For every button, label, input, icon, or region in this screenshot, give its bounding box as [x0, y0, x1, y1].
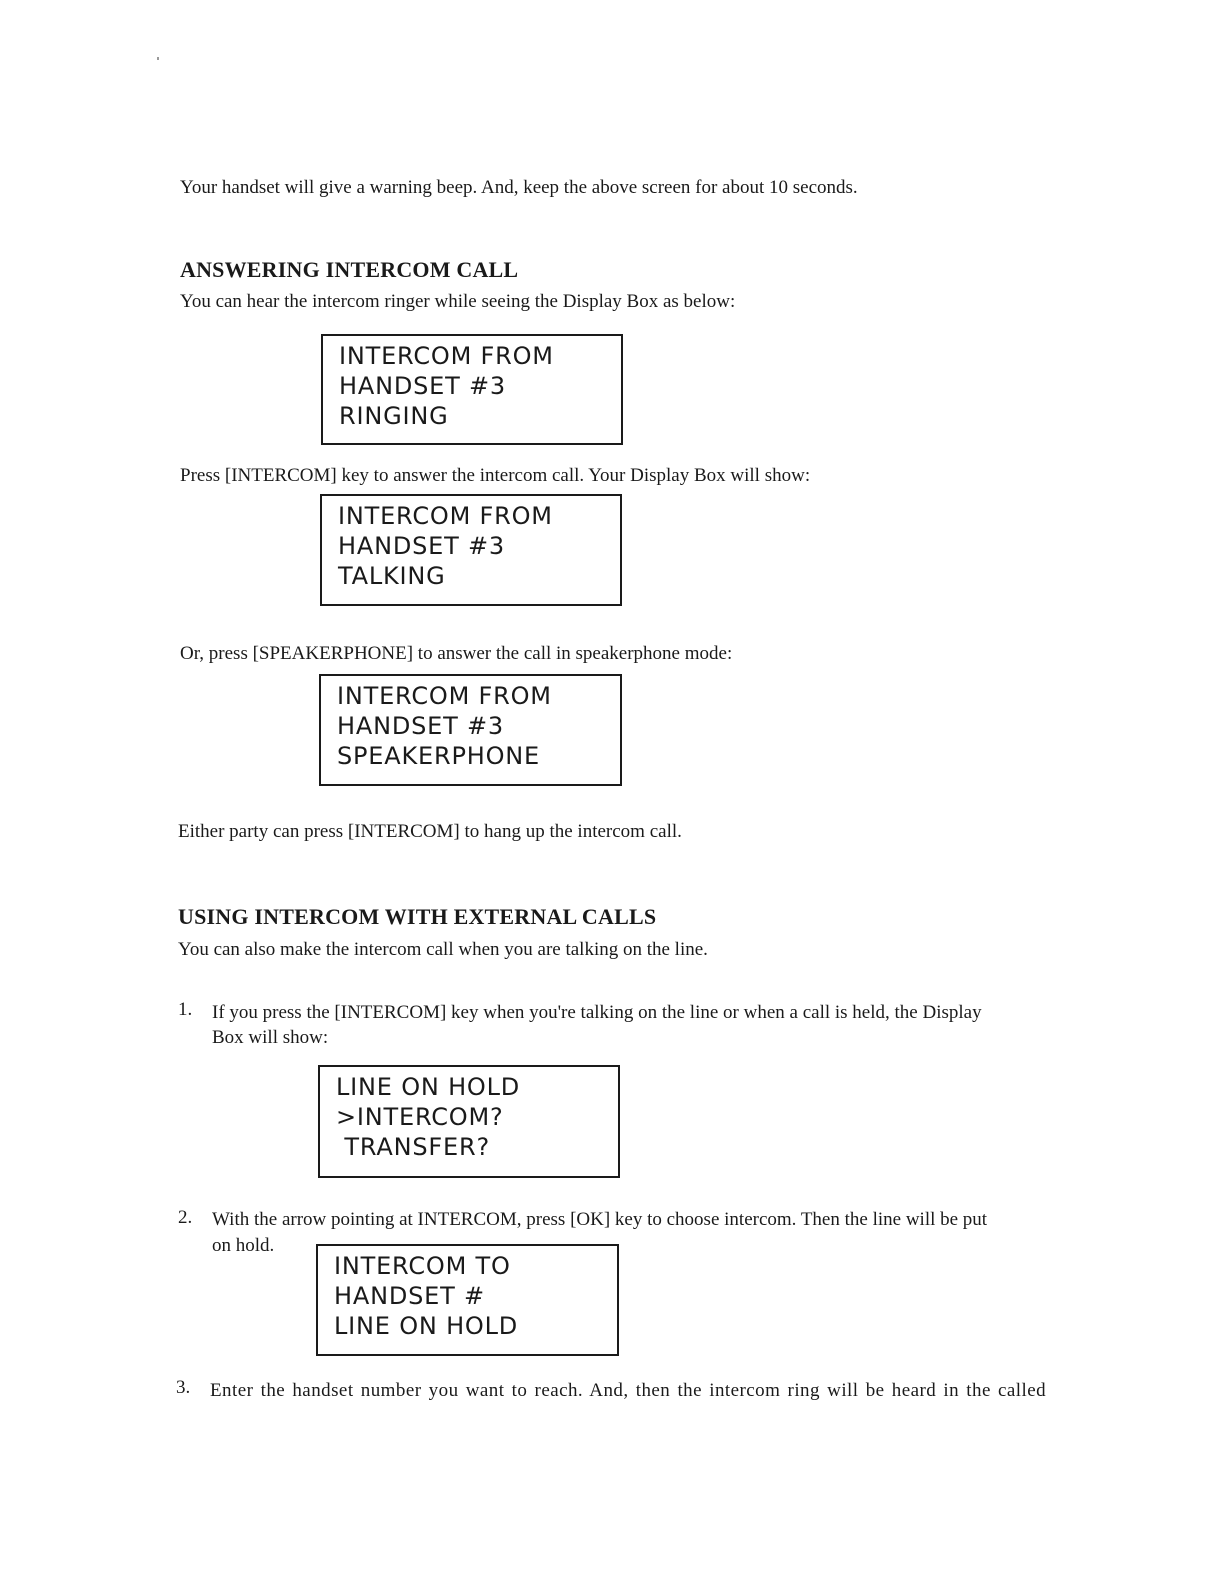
- display-line: HANDSET #3: [338, 532, 505, 560]
- press-speakerphone-paragraph: Or, press [SPEAKERPHONE] to answer the call in speakerphone mode:: [180, 643, 733, 664]
- step-number: 2.: [178, 1207, 193, 1228]
- display-line: HANDSET #3: [339, 372, 506, 400]
- step-2-text: With the arrow pointing at INTERCOM, press [OK] key to choose intercom. Then the line will be put: [212, 1209, 988, 1230]
- section-heading-external: USING INTERCOM WITH EXTERNAL CALLS: [178, 904, 657, 929]
- display-box-ringing: [321, 334, 623, 445]
- display-line: RINGING: [339, 402, 449, 430]
- answering-intro: You can hear the intercom ringer while seeing the Display Box as below:: [180, 291, 736, 312]
- section-heading-answering: ANSWERING INTERCOM CALL: [180, 257, 519, 282]
- display-line: TALKING: [338, 562, 446, 590]
- step-3-text: Enter the handset number you want to reach. And, then the intercom ring will be heard in the called: [210, 1380, 1047, 1401]
- display-line: SPEAKERPHONE: [337, 742, 540, 770]
- step-number: 1.: [178, 999, 193, 1020]
- display-line: HANDSET #3: [337, 712, 504, 740]
- display-box-speakerphone: [319, 674, 622, 786]
- display-box-talking: [320, 494, 622, 606]
- display-box-intercom-to: [316, 1244, 619, 1356]
- hangup-paragraph: Either party can press [INTERCOM] to hang up the intercom call.: [178, 821, 682, 842]
- display-box-line-on-hold: [318, 1065, 620, 1178]
- display-line: TRANSFER?: [336, 1133, 490, 1161]
- display-line: INTERCOM FROM: [337, 682, 552, 710]
- display-line: HANDSET #: [334, 1282, 485, 1310]
- step-2-text-cont: on hold.: [212, 1235, 275, 1256]
- step-number: 3.: [176, 1377, 191, 1398]
- display-line: INTERCOM FROM: [338, 502, 553, 530]
- scan-speck: [157, 57, 159, 60]
- display-line: INTERCOM TO: [334, 1252, 511, 1280]
- display-line: LINE ON HOLD: [334, 1312, 519, 1340]
- external-intro: You can also make the intercom call when you are talking on the line.: [178, 939, 708, 960]
- display-line: LINE ON HOLD: [336, 1073, 521, 1101]
- intro-paragraph: Your handset will give a warning beep. And, keep the above screen for about 10 seconds.: [180, 177, 858, 198]
- step-1-text-cont: Box will show:: [212, 1027, 329, 1048]
- display-line: >INTERCOM?: [336, 1103, 504, 1131]
- step-1-text: If you press the [INTERCOM] key when you're talking on the line or when a call is held, the Display: [212, 1002, 982, 1023]
- press-intercom-paragraph: Press [INTERCOM] key to answer the intercom call. Your Display Box will show:: [180, 465, 811, 486]
- display-line: INTERCOM FROM: [339, 342, 554, 370]
